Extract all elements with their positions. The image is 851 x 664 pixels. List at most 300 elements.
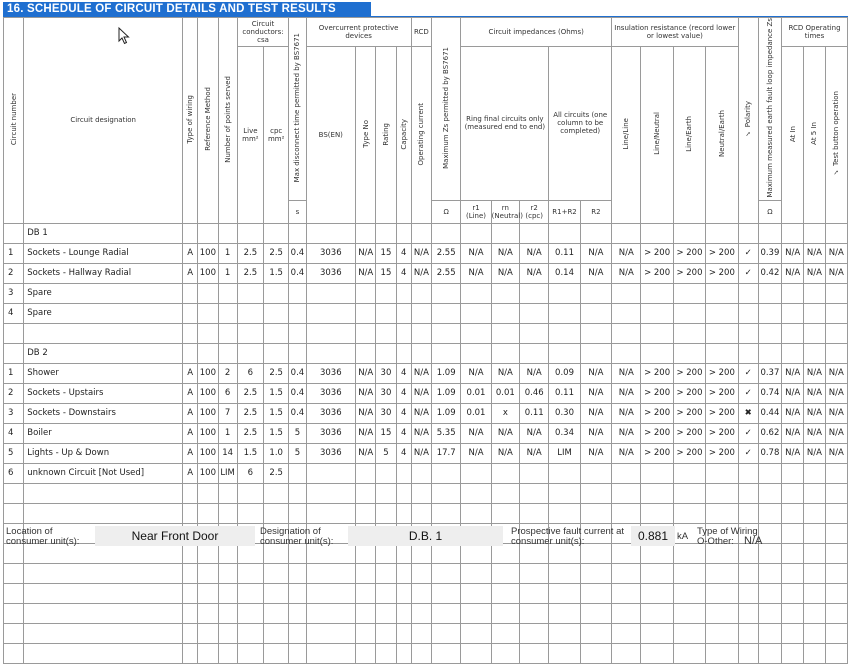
r2-cell[interactable] <box>520 603 549 623</box>
max-disconnect-cell[interactable]: 5 <box>289 423 306 443</box>
rcd-at-5in-cell[interactable]: N/A <box>804 263 825 283</box>
rcd-at-5in-cell[interactable]: N/A <box>804 443 825 463</box>
ir-line-line-cell[interactable]: N/A <box>612 263 641 283</box>
polarity-cell[interactable]: ✓ <box>738 363 758 383</box>
test-button-cell[interactable] <box>825 583 847 603</box>
ir-neutral-earth-cell[interactable] <box>706 643 738 663</box>
ir-line-neutral-cell[interactable]: > 200 <box>641 403 673 423</box>
type-of-wiring-cell[interactable] <box>183 303 198 323</box>
rcd-current-cell[interactable] <box>411 583 431 603</box>
R2-cell[interactable] <box>580 503 611 523</box>
ir-line-line-cell[interactable] <box>612 603 641 623</box>
measured-zs-cell[interactable] <box>758 283 781 303</box>
ir-neutral-earth-cell[interactable]: > 200 <box>706 443 738 463</box>
rcd-at-5in-cell[interactable] <box>804 343 825 363</box>
rcd-current-cell[interactable]: N/A <box>411 423 431 443</box>
ir-line-line-cell[interactable]: N/A <box>612 243 641 263</box>
polarity-cell[interactable] <box>738 623 758 643</box>
test-button-cell[interactable] <box>825 283 847 303</box>
max-disconnect-cell[interactable]: 0.4 <box>289 403 306 423</box>
live-csa-cell[interactable] <box>237 283 263 303</box>
ir-neutral-earth-cell[interactable]: > 200 <box>706 243 738 263</box>
r1-cell[interactable]: N/A <box>461 443 491 463</box>
rn-cell[interactable]: N/A <box>491 423 519 443</box>
ir-line-line-cell[interactable] <box>612 463 641 483</box>
r1-cell[interactable] <box>461 563 491 583</box>
circuit-designation-cell[interactable] <box>24 323 183 343</box>
ir-line-line-cell[interactable] <box>612 223 641 243</box>
max-zs-cell[interactable] <box>431 223 460 243</box>
R2-cell[interactable] <box>580 283 611 303</box>
R2-cell[interactable]: N/A <box>580 403 611 423</box>
r2-cell[interactable] <box>520 463 549 483</box>
circuit-designation-cell[interactable] <box>24 603 183 623</box>
points-cell[interactable] <box>218 623 237 643</box>
measured-zs-cell[interactable] <box>758 323 781 343</box>
rcd-at-in-cell[interactable] <box>782 483 804 503</box>
r1-cell[interactable] <box>461 503 491 523</box>
rcd-at-in-cell[interactable] <box>782 283 804 303</box>
test-button-cell[interactable] <box>825 603 847 623</box>
points-cell[interactable]: 1 <box>218 423 237 443</box>
ir-line-earth-cell[interactable] <box>673 583 705 603</box>
r1r2-cell[interactable] <box>549 643 580 663</box>
cpc-csa-cell[interactable] <box>264 603 289 623</box>
capacity-cell[interactable] <box>396 583 411 603</box>
r2-cell[interactable] <box>520 583 549 603</box>
live-csa-cell[interactable]: 6 <box>237 463 263 483</box>
ir-line-earth-cell[interactable]: > 200 <box>673 263 705 283</box>
max-disconnect-cell[interactable] <box>289 323 306 343</box>
ir-line-line-cell[interactable] <box>612 503 641 523</box>
rcd-at-5in-cell[interactable] <box>804 623 825 643</box>
rcd-at-in-cell[interactable]: N/A <box>782 243 804 263</box>
test-button-cell[interactable]: N/A <box>825 443 847 463</box>
ir-line-line-cell[interactable]: N/A <box>612 443 641 463</box>
type-of-wiring-cell[interactable] <box>183 343 198 363</box>
ir-line-earth-cell[interactable] <box>673 283 705 303</box>
circuit-designation-cell[interactable]: Spare <box>24 303 183 323</box>
ir-line-line-cell[interactable] <box>612 623 641 643</box>
ir-neutral-earth-cell[interactable] <box>706 323 738 343</box>
rcd-current-cell[interactable] <box>411 463 431 483</box>
type-of-wiring-cell[interactable]: A <box>183 403 198 423</box>
capacity-cell[interactable] <box>396 303 411 323</box>
type-of-wiring-cell[interactable]: A <box>183 263 198 283</box>
rcd-at-in-cell[interactable] <box>782 623 804 643</box>
bs-en-cell[interactable] <box>306 463 356 483</box>
capacity-cell[interactable] <box>396 343 411 363</box>
r1r2-cell[interactable]: 0.30 <box>549 403 580 423</box>
R2-cell[interactable] <box>580 463 611 483</box>
live-csa-cell[interactable] <box>237 503 263 523</box>
max-zs-cell[interactable]: 1.09 <box>431 383 460 403</box>
points-cell[interactable] <box>218 303 237 323</box>
rating-cell[interactable] <box>376 323 396 343</box>
max-disconnect-cell[interactable]: 5 <box>289 443 306 463</box>
type-no-cell[interactable] <box>356 583 376 603</box>
polarity-cell[interactable] <box>738 583 758 603</box>
rn-cell[interactable] <box>491 623 519 643</box>
circuit-number-cell[interactable] <box>4 583 24 603</box>
circuit-designation-cell[interactable]: unknown Circuit [Not Used] <box>24 463 183 483</box>
reference-method-cell[interactable] <box>198 323 218 343</box>
circuit-number-cell[interactable]: 3 <box>4 403 24 423</box>
type-of-wiring-cell[interactable]: A <box>183 243 198 263</box>
max-zs-cell[interactable]: 1.09 <box>431 403 460 423</box>
r1-cell[interactable]: N/A <box>461 243 491 263</box>
rating-cell[interactable]: 30 <box>376 363 396 383</box>
rating-cell[interactable] <box>376 283 396 303</box>
max-zs-cell[interactable] <box>431 563 460 583</box>
ir-neutral-earth-cell[interactable] <box>706 503 738 523</box>
rating-cell[interactable] <box>376 303 396 323</box>
points-cell[interactable] <box>218 563 237 583</box>
max-zs-cell[interactable] <box>431 643 460 663</box>
polarity-cell[interactable] <box>738 483 758 503</box>
bs-en-cell[interactable] <box>306 223 356 243</box>
ir-neutral-earth-cell[interactable] <box>706 283 738 303</box>
test-button-cell[interactable]: N/A <box>825 243 847 263</box>
rcd-at-5in-cell[interactable] <box>804 503 825 523</box>
test-button-cell[interactable] <box>825 343 847 363</box>
r1-cell[interactable]: N/A <box>461 423 491 443</box>
max-disconnect-cell[interactable] <box>289 223 306 243</box>
circuit-number-cell[interactable] <box>4 643 24 663</box>
capacity-cell[interactable]: 4 <box>396 423 411 443</box>
R2-cell[interactable]: N/A <box>580 363 611 383</box>
rcd-current-cell[interactable] <box>411 623 431 643</box>
measured-zs-cell[interactable]: 0.78 <box>758 443 781 463</box>
rn-cell[interactable]: N/A <box>491 363 519 383</box>
bs-en-cell[interactable] <box>306 303 356 323</box>
max-zs-cell[interactable] <box>431 603 460 623</box>
measured-zs-cell[interactable]: 0.44 <box>758 403 781 423</box>
R2-cell[interactable]: N/A <box>580 263 611 283</box>
circuit-number-cell[interactable] <box>4 503 24 523</box>
live-csa-cell[interactable] <box>237 483 263 503</box>
ir-line-line-cell[interactable]: N/A <box>612 383 641 403</box>
r2-cell[interactable]: 0.11 <box>520 403 549 423</box>
ir-line-earth-cell[interactable] <box>673 503 705 523</box>
bs-en-cell[interactable]: 3036 <box>306 363 356 383</box>
rn-cell[interactable] <box>491 563 519 583</box>
max-zs-cell[interactable]: 1.09 <box>431 363 460 383</box>
circuit-designation-cell[interactable] <box>24 583 183 603</box>
type-of-wiring-cell[interactable] <box>183 623 198 643</box>
ir-line-neutral-cell[interactable] <box>641 463 673 483</box>
rcd-at-in-cell[interactable]: N/A <box>782 383 804 403</box>
polarity-cell[interactable]: ✓ <box>738 263 758 283</box>
ir-line-earth-cell[interactable]: > 200 <box>673 383 705 403</box>
ir-line-neutral-cell[interactable]: > 200 <box>641 243 673 263</box>
ir-line-earth-cell[interactable] <box>673 303 705 323</box>
max-disconnect-cell[interactable] <box>289 583 306 603</box>
r2-cell[interactable]: N/A <box>520 243 549 263</box>
capacity-cell[interactable]: 4 <box>396 403 411 423</box>
ir-line-neutral-cell[interactable] <box>641 503 673 523</box>
measured-zs-cell[interactable]: 0.42 <box>758 263 781 283</box>
max-disconnect-cell[interactable] <box>289 303 306 323</box>
R2-cell[interactable] <box>580 223 611 243</box>
rating-cell[interactable]: 15 <box>376 243 396 263</box>
r2-cell[interactable] <box>520 483 549 503</box>
r2-cell[interactable]: N/A <box>520 363 549 383</box>
rn-cell[interactable] <box>491 643 519 663</box>
ir-line-earth-cell[interactable] <box>673 323 705 343</box>
r1-cell[interactable] <box>461 223 491 243</box>
ir-neutral-earth-cell[interactable]: > 200 <box>706 423 738 443</box>
rcd-at-5in-cell[interactable] <box>804 223 825 243</box>
rcd-current-cell[interactable] <box>411 643 431 663</box>
r1r2-cell[interactable]: 0.09 <box>549 363 580 383</box>
rating-cell[interactable]: 30 <box>376 403 396 423</box>
ir-neutral-earth-cell[interactable] <box>706 463 738 483</box>
ir-line-earth-cell[interactable]: > 200 <box>673 423 705 443</box>
measured-zs-cell[interactable]: 0.39 <box>758 243 781 263</box>
max-zs-cell[interactable] <box>431 283 460 303</box>
live-csa-cell[interactable] <box>237 223 263 243</box>
polarity-cell[interactable]: ✓ <box>738 443 758 463</box>
ir-neutral-earth-cell[interactable]: > 200 <box>706 263 738 283</box>
cpc-csa-cell[interactable] <box>264 223 289 243</box>
bs-en-cell[interactable] <box>306 483 356 503</box>
type-no-cell[interactable] <box>356 623 376 643</box>
R2-cell[interactable] <box>580 603 611 623</box>
ir-neutral-earth-cell[interactable] <box>706 223 738 243</box>
max-disconnect-cell[interactable] <box>289 463 306 483</box>
type-of-wiring-cell[interactable] <box>183 563 198 583</box>
r1-cell[interactable] <box>461 463 491 483</box>
max-disconnect-cell[interactable] <box>289 283 306 303</box>
type-of-wiring-cell[interactable] <box>183 223 198 243</box>
rcd-at-5in-cell[interactable] <box>804 323 825 343</box>
r2-cell[interactable] <box>520 643 549 663</box>
type-no-cell[interactable]: N/A <box>356 423 376 443</box>
bs-en-cell[interactable] <box>306 563 356 583</box>
r2-cell[interactable] <box>520 343 549 363</box>
rating-cell[interactable] <box>376 343 396 363</box>
ir-line-line-cell[interactable]: N/A <box>612 363 641 383</box>
capacity-cell[interactable] <box>396 463 411 483</box>
r1r2-cell[interactable]: LIM <box>549 443 580 463</box>
capacity-cell[interactable] <box>396 643 411 663</box>
polarity-cell[interactable] <box>738 563 758 583</box>
ir-line-earth-cell[interactable] <box>673 563 705 583</box>
r2-cell[interactable] <box>520 283 549 303</box>
measured-zs-cell[interactable]: 0.62 <box>758 423 781 443</box>
circuit-number-cell[interactable]: 1 <box>4 243 24 263</box>
test-button-cell[interactable] <box>825 463 847 483</box>
live-csa-cell[interactable] <box>237 583 263 603</box>
rcd-at-in-cell[interactable]: N/A <box>782 423 804 443</box>
ir-line-neutral-cell[interactable] <box>641 343 673 363</box>
measured-zs-cell[interactable] <box>758 303 781 323</box>
max-disconnect-cell[interactable]: 0.4 <box>289 383 306 403</box>
rn-cell[interactable]: N/A <box>491 263 519 283</box>
ir-line-neutral-cell[interactable] <box>641 303 673 323</box>
rn-cell[interactable]: 0.01 <box>491 383 519 403</box>
reference-method-cell[interactable] <box>198 503 218 523</box>
type-no-cell[interactable] <box>356 303 376 323</box>
polarity-cell[interactable] <box>738 283 758 303</box>
circuit-number-cell[interactable] <box>4 483 24 503</box>
r1r2-cell[interactable] <box>549 563 580 583</box>
cpc-csa-cell[interactable] <box>264 323 289 343</box>
ir-line-line-cell[interactable] <box>612 343 641 363</box>
ir-line-earth-cell[interactable] <box>673 643 705 663</box>
reference-method-cell[interactable]: 100 <box>198 363 218 383</box>
max-disconnect-cell[interactable]: 0.4 <box>289 363 306 383</box>
ir-line-neutral-cell[interactable] <box>641 323 673 343</box>
capacity-cell[interactable] <box>396 563 411 583</box>
type-of-wiring-cell[interactable] <box>183 283 198 303</box>
ir-line-earth-cell[interactable] <box>673 223 705 243</box>
max-zs-cell[interactable] <box>431 343 460 363</box>
r2-cell[interactable]: N/A <box>520 423 549 443</box>
type-no-cell[interactable]: N/A <box>356 383 376 403</box>
type-of-wiring-cell[interactable]: A <box>183 443 198 463</box>
rating-cell[interactable] <box>376 463 396 483</box>
rating-cell[interactable]: 15 <box>376 423 396 443</box>
r2-cell[interactable] <box>520 303 549 323</box>
rcd-at-5in-cell[interactable] <box>804 603 825 623</box>
reference-method-cell[interactable] <box>198 583 218 603</box>
r1r2-cell[interactable]: 0.34 <box>549 423 580 443</box>
capacity-cell[interactable] <box>396 503 411 523</box>
r1-cell[interactable]: 0.01 <box>461 383 491 403</box>
bs-en-cell[interactable] <box>306 623 356 643</box>
cpc-csa-cell[interactable] <box>264 343 289 363</box>
rn-cell[interactable] <box>491 603 519 623</box>
rcd-at-5in-cell[interactable]: N/A <box>804 403 825 423</box>
measured-zs-cell[interactable] <box>758 623 781 643</box>
r1r2-cell[interactable]: 0.11 <box>549 243 580 263</box>
rcd-at-in-cell[interactable] <box>782 503 804 523</box>
capacity-cell[interactable] <box>396 223 411 243</box>
rn-cell[interactable] <box>491 223 519 243</box>
bs-en-cell[interactable] <box>306 323 356 343</box>
ir-line-neutral-cell[interactable]: > 200 <box>641 383 673 403</box>
type-no-cell[interactable] <box>356 563 376 583</box>
r1r2-cell[interactable] <box>549 463 580 483</box>
bs-en-cell[interactable] <box>306 283 356 303</box>
r2-cell[interactable] <box>520 623 549 643</box>
rcd-at-in-cell[interactable]: N/A <box>782 263 804 283</box>
max-disconnect-cell[interactable] <box>289 483 306 503</box>
r2-cell[interactable]: N/A <box>520 263 549 283</box>
measured-zs-cell[interactable] <box>758 463 781 483</box>
rcd-at-in-cell[interactable] <box>782 323 804 343</box>
reference-method-cell[interactable]: 100 <box>198 443 218 463</box>
type-no-cell[interactable] <box>356 503 376 523</box>
R2-cell[interactable] <box>580 343 611 363</box>
live-csa-cell[interactable] <box>237 563 263 583</box>
points-cell[interactable]: 2 <box>218 363 237 383</box>
reference-method-cell[interactable] <box>198 283 218 303</box>
measured-zs-cell[interactable] <box>758 483 781 503</box>
r1r2-cell[interactable] <box>549 223 580 243</box>
rcd-current-cell[interactable] <box>411 223 431 243</box>
r1r2-cell[interactable] <box>549 303 580 323</box>
reference-method-cell[interactable] <box>198 643 218 663</box>
ir-line-neutral-cell[interactable] <box>641 563 673 583</box>
ir-line-neutral-cell[interactable] <box>641 283 673 303</box>
circuit-number-cell[interactable]: 2 <box>4 383 24 403</box>
ir-neutral-earth-cell[interactable] <box>706 603 738 623</box>
location-field[interactable]: Near Front Door <box>95 526 255 546</box>
max-zs-cell[interactable]: 5.35 <box>431 423 460 443</box>
test-button-cell[interactable] <box>825 483 847 503</box>
reference-method-cell[interactable]: 100 <box>198 423 218 443</box>
rcd-at-5in-cell[interactable]: N/A <box>804 423 825 443</box>
rn-cell[interactable] <box>491 483 519 503</box>
r2-cell[interactable]: N/A <box>520 443 549 463</box>
rcd-at-in-cell[interactable] <box>782 223 804 243</box>
rcd-current-cell[interactable] <box>411 303 431 323</box>
ir-neutral-earth-cell[interactable] <box>706 343 738 363</box>
circuit-designation-cell[interactable]: Spare <box>24 283 183 303</box>
circuit-number-cell[interactable]: 6 <box>4 463 24 483</box>
rcd-current-cell[interactable]: N/A <box>411 443 431 463</box>
ir-line-line-cell[interactable] <box>612 583 641 603</box>
R2-cell[interactable] <box>580 563 611 583</box>
ir-line-earth-cell[interactable] <box>673 623 705 643</box>
bs-en-cell[interactable]: 3036 <box>306 263 356 283</box>
R2-cell[interactable] <box>580 623 611 643</box>
capacity-cell[interactable]: 4 <box>396 443 411 463</box>
r2-cell[interactable]: 0.46 <box>520 383 549 403</box>
reference-method-cell[interactable]: 100 <box>198 243 218 263</box>
polarity-cell[interactable]: ✖ <box>738 403 758 423</box>
r1r2-cell[interactable] <box>549 623 580 643</box>
test-button-cell[interactable] <box>825 503 847 523</box>
circuit-designation-cell[interactable]: Shower <box>24 363 183 383</box>
ir-line-neutral-cell[interactable] <box>641 483 673 503</box>
rcd-current-cell[interactable] <box>411 563 431 583</box>
r2-cell[interactable] <box>520 223 549 243</box>
rcd-at-in-cell[interactable]: N/A <box>782 403 804 423</box>
type-of-wiring-cell[interactable]: A <box>183 463 198 483</box>
bs-en-cell[interactable] <box>306 603 356 623</box>
circuit-designation-cell[interactable]: Sockets - Lounge Radial <box>24 243 183 263</box>
bs-en-cell[interactable]: 3036 <box>306 403 356 423</box>
circuit-designation-cell[interactable] <box>24 503 183 523</box>
points-cell[interactable] <box>218 583 237 603</box>
bs-en-cell[interactable] <box>306 643 356 663</box>
cpc-csa-cell[interactable]: 2.5 <box>264 243 289 263</box>
ir-line-line-cell[interactable]: N/A <box>612 423 641 443</box>
ir-neutral-earth-cell[interactable]: > 200 <box>706 363 738 383</box>
r1r2-cell[interactable] <box>549 503 580 523</box>
cpc-csa-cell[interactable]: 1.5 <box>264 263 289 283</box>
r2-cell[interactable] <box>520 563 549 583</box>
R2-cell[interactable]: N/A <box>580 443 611 463</box>
max-disconnect-cell[interactable]: 0.4 <box>289 263 306 283</box>
type-no-cell[interactable] <box>356 223 376 243</box>
max-disconnect-cell[interactable] <box>289 643 306 663</box>
rcd-at-5in-cell[interactable]: N/A <box>804 243 825 263</box>
cpc-csa-cell[interactable] <box>264 563 289 583</box>
cpc-csa-cell[interactable] <box>264 583 289 603</box>
R2-cell[interactable]: N/A <box>580 243 611 263</box>
points-cell[interactable] <box>218 323 237 343</box>
bs-en-cell[interactable]: 3036 <box>306 243 356 263</box>
circuit-designation-cell[interactable]: Lights - Up & Down <box>24 443 183 463</box>
ir-line-neutral-cell[interactable]: > 200 <box>641 423 673 443</box>
bs-en-cell[interactable] <box>306 583 356 603</box>
bs-en-cell[interactable]: 3036 <box>306 443 356 463</box>
